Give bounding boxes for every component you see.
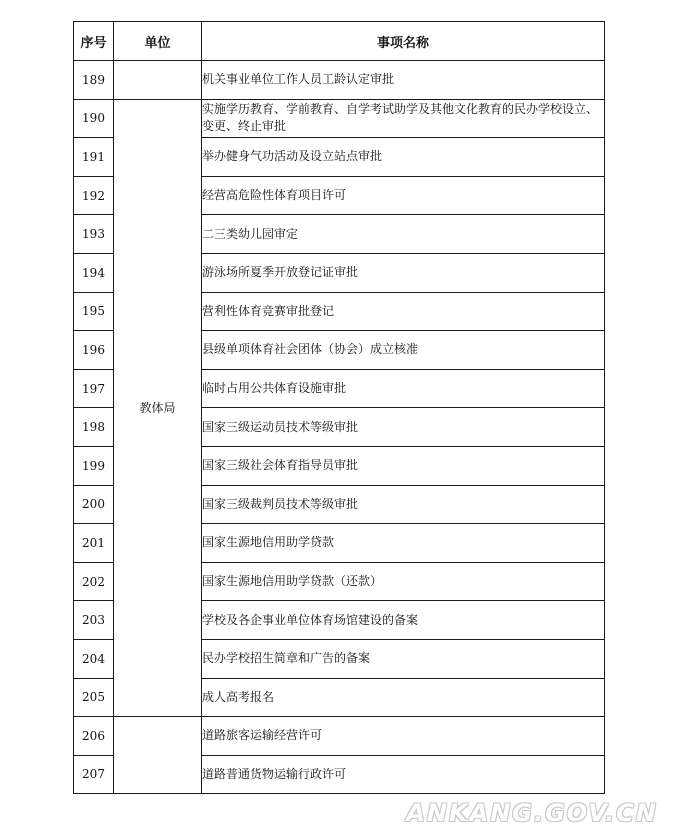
table-header-row (74, 22, 605, 61)
serial-number-cell: 207 (74, 755, 114, 794)
item-name-cell: 县级单项体育社会团体（协会）成立核准 (202, 331, 605, 370)
serial-number-cell: 205 (74, 678, 114, 717)
item-name-cell: 机关事业单位工作人员工龄认定审批 (202, 61, 605, 100)
item-name-cell: 二三类幼儿园审定 (202, 215, 605, 254)
serial-number-cell: 194 (74, 253, 114, 292)
serial-number-cell: 190 (74, 99, 114, 138)
serial-number-cell: 203 (74, 601, 114, 640)
serial-number-cell: 204 (74, 639, 114, 678)
table-body (74, 61, 605, 794)
item-name-cell: 临时占用公共体育设施审批 (202, 369, 605, 408)
item-name-cell: 国家三级裁判员技术等级审批 (202, 485, 605, 524)
unit-cell: 教体局 (114, 99, 202, 717)
item-name-cell: 举办健身气功活动及设立站点审批 (202, 138, 605, 177)
serial-number-cell: 198 (74, 408, 114, 447)
serial-number-cell: 193 (74, 215, 114, 254)
item-name-cell: 国家三级运动员技术等级审批 (202, 408, 605, 447)
item-name-cell: 学校及各企事业单位体育场馆建设的备案 (202, 601, 605, 640)
item-name-cell: 民办学校招生简章和广告的备案 (202, 639, 605, 678)
header-serial-number: 序号 (74, 22, 114, 61)
item-name-cell: 国家三级社会体育指导员审批 (202, 446, 605, 485)
item-name-cell: 经营高危险性体育项目许可 (202, 176, 605, 215)
approval-items-table (73, 21, 605, 794)
unit-cell (114, 717, 202, 794)
header-item-name: 事项名称 (202, 22, 605, 61)
serial-number-cell: 206 (74, 717, 114, 756)
item-name-cell: 成人高考报名 (202, 678, 605, 717)
item-name-cell: 国家生源地信用助学贷款（还款） (202, 562, 605, 601)
item-name-cell: 营利性体育竞赛审批登记 (202, 292, 605, 331)
serial-number-cell: 191 (74, 138, 114, 177)
unit-cell (114, 61, 202, 100)
serial-number-cell: 195 (74, 292, 114, 331)
serial-number-cell: 199 (74, 446, 114, 485)
item-name-cell: 国家生源地信用助学贷款 (202, 524, 605, 563)
item-name-cell: 游泳场所夏季开放登记证审批 (202, 253, 605, 292)
table-row (74, 61, 605, 100)
site-watermark: ANKANG.GOV.CN (406, 799, 658, 827)
item-name-cell: 道路旅客运输经营许可 (202, 717, 605, 756)
serial-number-cell: 200 (74, 485, 114, 524)
header-unit: 单位 (114, 22, 202, 61)
serial-number-cell: 189 (74, 61, 114, 100)
serial-number-cell: 201 (74, 524, 114, 563)
table-row (74, 99, 605, 138)
item-name-cell: 实施学历教育、学前教育、自学考试助学及其他文化教育的民办学校设立、变更、终止审批 (202, 99, 605, 138)
serial-number-cell: 197 (74, 369, 114, 408)
table-row (74, 717, 605, 756)
serial-number-cell: 202 (74, 562, 114, 601)
serial-number-cell: 196 (74, 331, 114, 370)
serial-number-cell: 192 (74, 176, 114, 215)
item-name-cell: 道路普通货物运输行政许可 (202, 755, 605, 794)
